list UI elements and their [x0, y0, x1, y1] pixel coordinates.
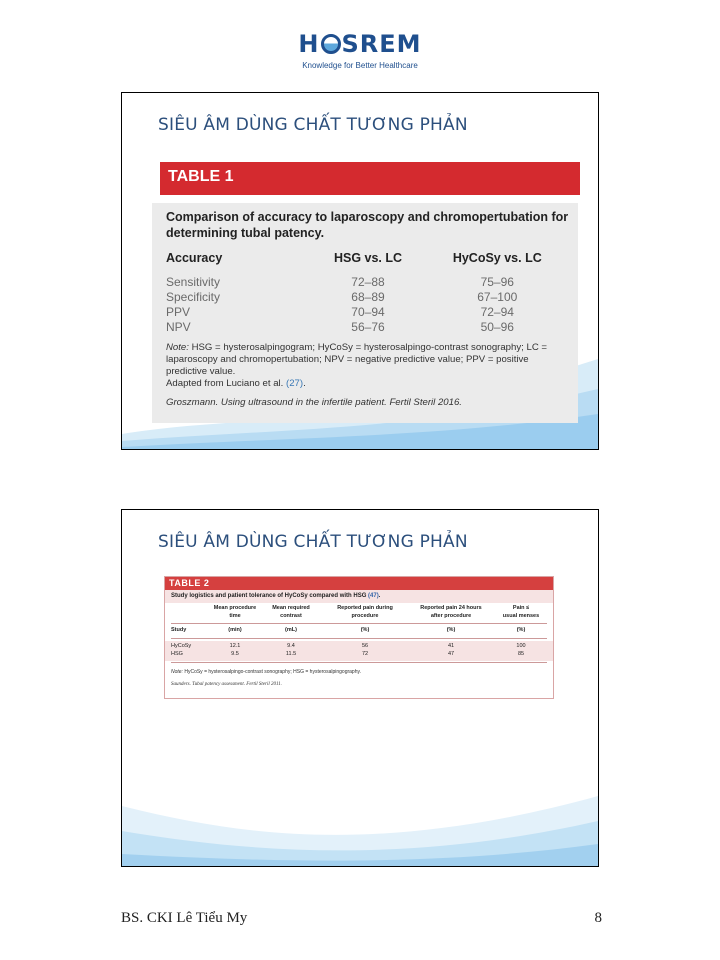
table-cell: 68–89 — [351, 290, 385, 304]
column-header: HyCoSy vs. LC — [452, 251, 542, 265]
slide-title: SIÊU ÂM DÙNG CHẤT TƯƠNG PHẢN — [158, 115, 468, 135]
table-cell: 72 — [361, 651, 369, 657]
note-text: HSG = hysterosalpingogram; HyCoSy = hysterosalpingo-contrast sonography; LC = laparoscopy and chromopertubation; NPV = negative predictive value; PPV = positive predictive value. — [166, 342, 548, 377]
logo-tagline: Knowledge for Better Healthcare — [302, 61, 418, 70]
table-1-header — [160, 162, 580, 195]
table-note — [171, 669, 361, 675]
table-caption — [165, 590, 553, 603]
unit-label: (mL) — [285, 627, 297, 633]
header-row — [165, 605, 553, 613]
table-cell: 41 — [447, 643, 455, 649]
table-cell: 11.5 — [285, 651, 297, 657]
column-header: Reported pain during — [337, 605, 393, 611]
table-row — [166, 275, 570, 290]
table-label: TABLE 2 — [169, 578, 210, 588]
table-row — [166, 290, 570, 305]
column-header: contrast — [280, 613, 302, 619]
slide-1 — [121, 92, 599, 450]
table-cell: 100 — [516, 643, 526, 649]
column-header: after procedure — [430, 613, 472, 619]
data-block — [165, 641, 553, 661]
table-row — [166, 305, 570, 320]
table-2-header — [165, 577, 553, 590]
table-citation: Saunders. Tubal patency assessment. Fertil Steril 2011. — [171, 682, 282, 687]
table-label: TABLE 1 — [168, 168, 234, 185]
column-header: Reported pain 24 hours — [420, 605, 482, 611]
units-row — [165, 623, 553, 637]
logo-wordmark — [0, 30, 720, 58]
table-cell: 67–100 — [477, 290, 518, 304]
table-cell: 70–94 — [351, 305, 385, 319]
note-text: HyCoSy = hysterosalpingo-contrast sonography; HSG = hysterosalpingography. — [182, 669, 362, 675]
row-label: HSG — [171, 651, 183, 657]
wave-decoration — [122, 736, 598, 866]
row-label: HyCoSy — [171, 643, 192, 649]
column-header: usual menses — [502, 613, 540, 619]
slide-title: SIÊU ÂM DÙNG CHẤT TƯƠNG PHẢN — [158, 532, 468, 552]
table-row — [165, 651, 553, 659]
table-cell: 9.4 — [287, 643, 295, 649]
table-citation: Groszmann. Using ultrasound in the infertile patient. Fertil Steril 2016. — [166, 397, 462, 408]
slide-2 — [121, 509, 599, 867]
table-cell: 72–88 — [351, 275, 385, 289]
table-cell: 9.5 — [231, 651, 239, 657]
table-row — [166, 320, 570, 335]
column-header: HSG vs. LC — [333, 251, 403, 265]
column-header: Study — [171, 627, 187, 633]
table-cell: 72–94 — [480, 305, 514, 319]
table-row — [165, 641, 553, 651]
caption-end: . — [378, 593, 381, 599]
column-header: procedure — [351, 613, 379, 619]
column-header: Mean procedure — [213, 605, 257, 611]
reference-link: (27) — [286, 378, 304, 389]
unit-label: (%) — [446, 627, 456, 633]
globe-icon — [321, 34, 341, 54]
table-note — [166, 342, 570, 390]
column-header: time — [229, 613, 241, 619]
unit-label: (min) — [228, 627, 242, 633]
table-cell: 56–76 — [351, 320, 385, 334]
divider — [171, 662, 547, 663]
table-2 — [164, 576, 554, 699]
reference-link: (47) — [368, 593, 379, 599]
accuracy-table — [166, 251, 570, 335]
footer-author: BS. CKI Lê Tiểu My — [121, 910, 248, 926]
note-label: Note: — [171, 669, 183, 675]
table-cell: 12.1 — [229, 643, 241, 649]
row-label: Specificity — [166, 290, 221, 304]
page-number: 8 — [594, 910, 602, 926]
row-label: Sensitivity — [166, 275, 221, 289]
note-label: Note: — [166, 342, 189, 353]
table-cell: 85 — [517, 651, 525, 657]
table-cell: 75–96 — [480, 275, 514, 289]
column-header: Accuracy — [166, 251, 223, 265]
table-cell: 47 — [447, 651, 455, 657]
table-cell: 50–96 — [480, 320, 514, 334]
header-row — [165, 613, 553, 623]
logo-text-prefix: H — [298, 30, 320, 58]
row-label: PPV — [166, 305, 191, 319]
column-header: Mean required — [272, 605, 310, 611]
hosrem-logo — [0, 30, 720, 70]
adapted-end: . — [303, 378, 306, 389]
adapted-text: Adapted from Luciano et al. — [166, 378, 286, 389]
divider — [171, 638, 547, 639]
logo-text-suffix: SREM — [341, 30, 422, 58]
table-1-body — [152, 203, 578, 423]
column-header: Pain ≤ — [512, 605, 530, 611]
table-cell: 56 — [361, 643, 369, 649]
unit-label: (%) — [360, 627, 370, 633]
table-caption: Comparison of accuracy to laparoscopy and chromopertubation for determining tubal patency. — [166, 210, 569, 240]
unit-label: (%) — [516, 627, 526, 633]
row-label: NPV — [166, 320, 191, 334]
caption-text: Study logistics and patient tolerance of HyCoSy compared with HSG — [171, 593, 369, 599]
table-2-grid — [165, 605, 553, 657]
